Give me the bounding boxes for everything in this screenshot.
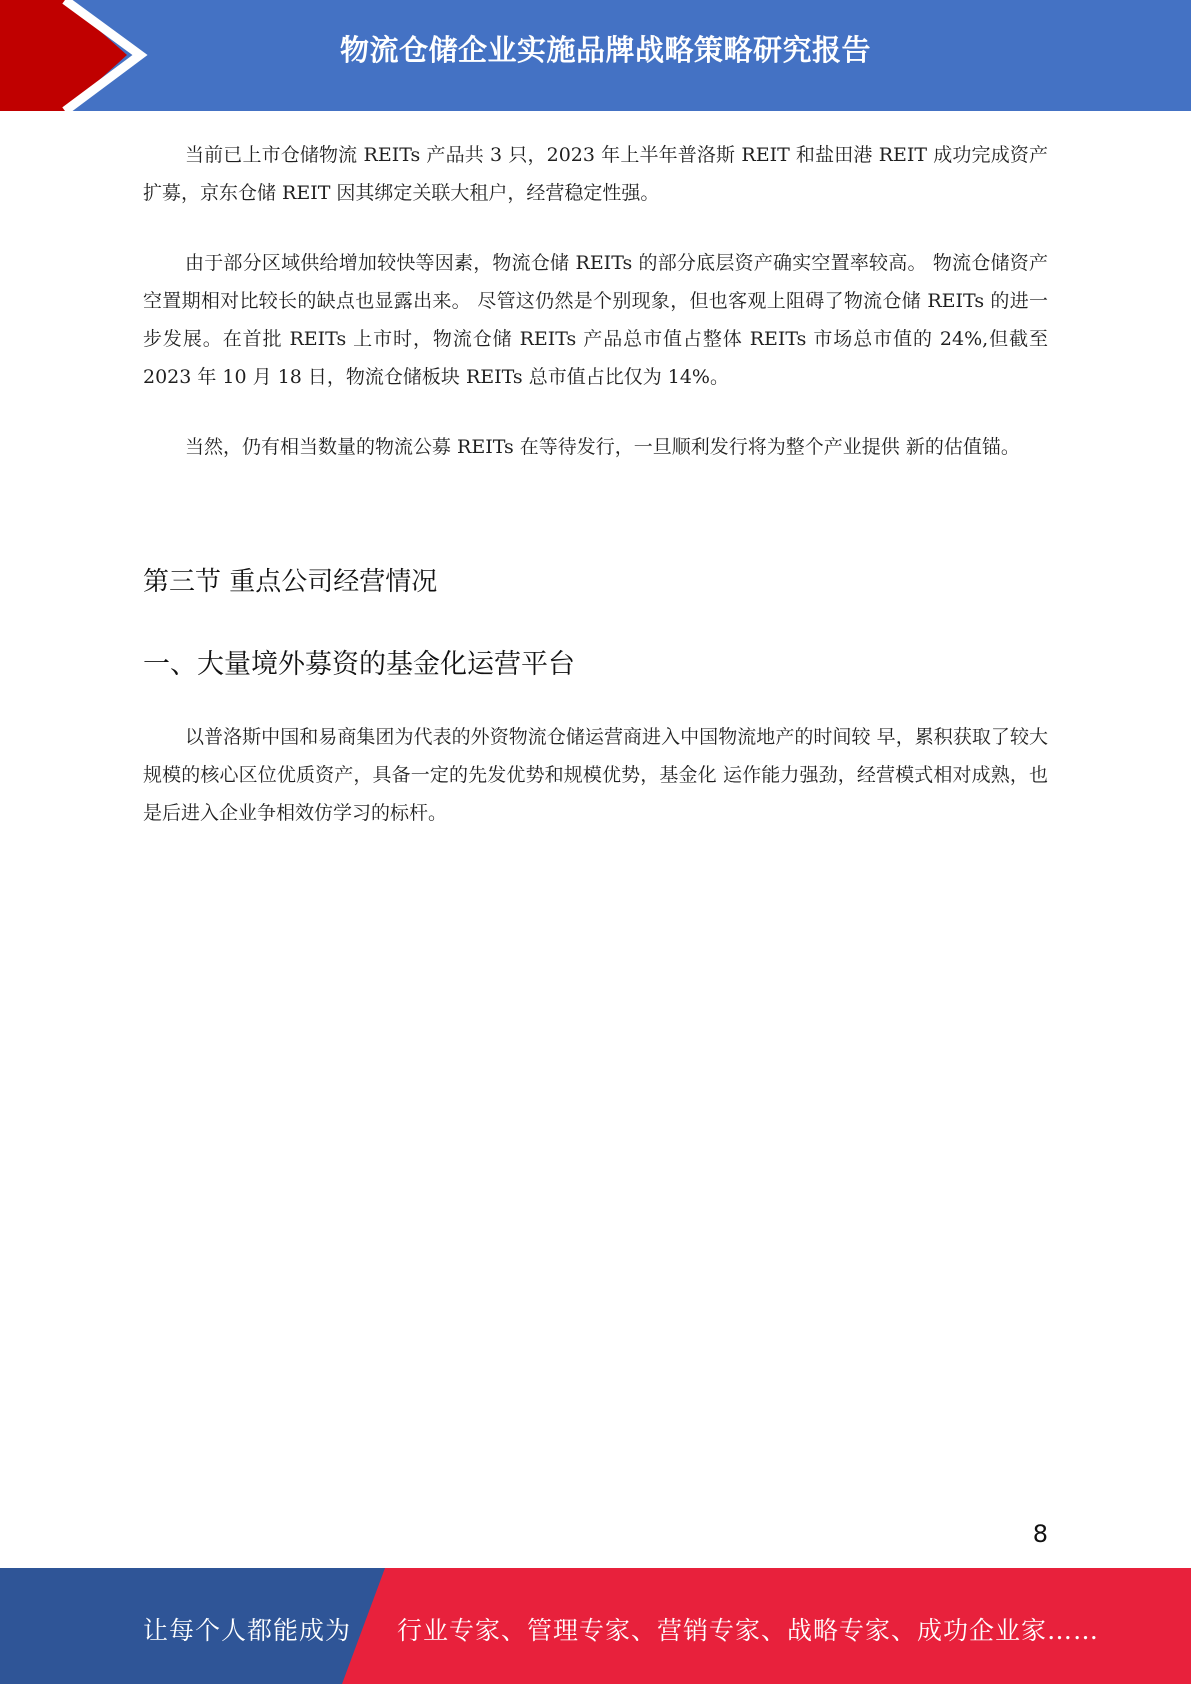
- paragraph-pending-issuance: 当然，仍有相当数量的物流公募 REITs 在等待发行，一旦顺利发行将为整个产业提供 新的估值锚。: [185, 436, 1020, 458]
- header-banner: [0, 0, 1191, 111]
- footer-slogan-right: 行业专家、管理专家、营销专家、战略专家、成功企业家……: [397, 1616, 1100, 1645]
- section-title: 第三节 重点公司经营情况: [143, 567, 438, 597]
- page-number: 8: [1032, 1520, 1048, 1548]
- page-content: [143, 136, 1048, 832]
- paragraph-vacancy: 由于部分区域供给增加较快等因素，物流仓储 REITs 的部分底层资产确实空置率较高。 物流仓储资产空置期相对比较长的缺点也显露出来。 尽管这仍然是个别现象，但也客观上阻碍了物流仓储 REITs 的进一步发展。在首批 REITs 上市时，物流仓储 REITs 产品总市值占整体 REITs 市场总市值的 24%,但截至 2023 年 10 月 18 日，物流仓储板块 REITs 总市值占比仅为 14%。: [143, 252, 1048, 388]
- document-title: 物流仓储企业实施品牌战略策略研究报告: [339, 33, 871, 67]
- subsection-title: 一、大量境外募资的基金化运营平台: [143, 649, 575, 680]
- footer-banner: [0, 1568, 1191, 1684]
- paragraph-reits-listed: 当前已上市仓储物流 REITs 产品共 3 只，2023 年上半年普洛斯 REIT 和盐田港 REIT 成功完成资产扩募，京东仓储 REIT 因其绑定关联大租户，经营稳定性强。: [143, 144, 1048, 204]
- footer-slogan-left: 让每个人都能成为: [143, 1616, 352, 1645]
- paragraph-foreign-operators: 以普洛斯中国和易商集团为代表的外资物流仓储运营商进入中国物流地产的时间较 早，累积获取了较大规模的核心区位优质资产，具备一定的先发优势和规模优势，基金化 运作能力强劲，经营模式相对成熟，也是后进入企业争相效仿学习的标杆。: [143, 726, 1048, 824]
